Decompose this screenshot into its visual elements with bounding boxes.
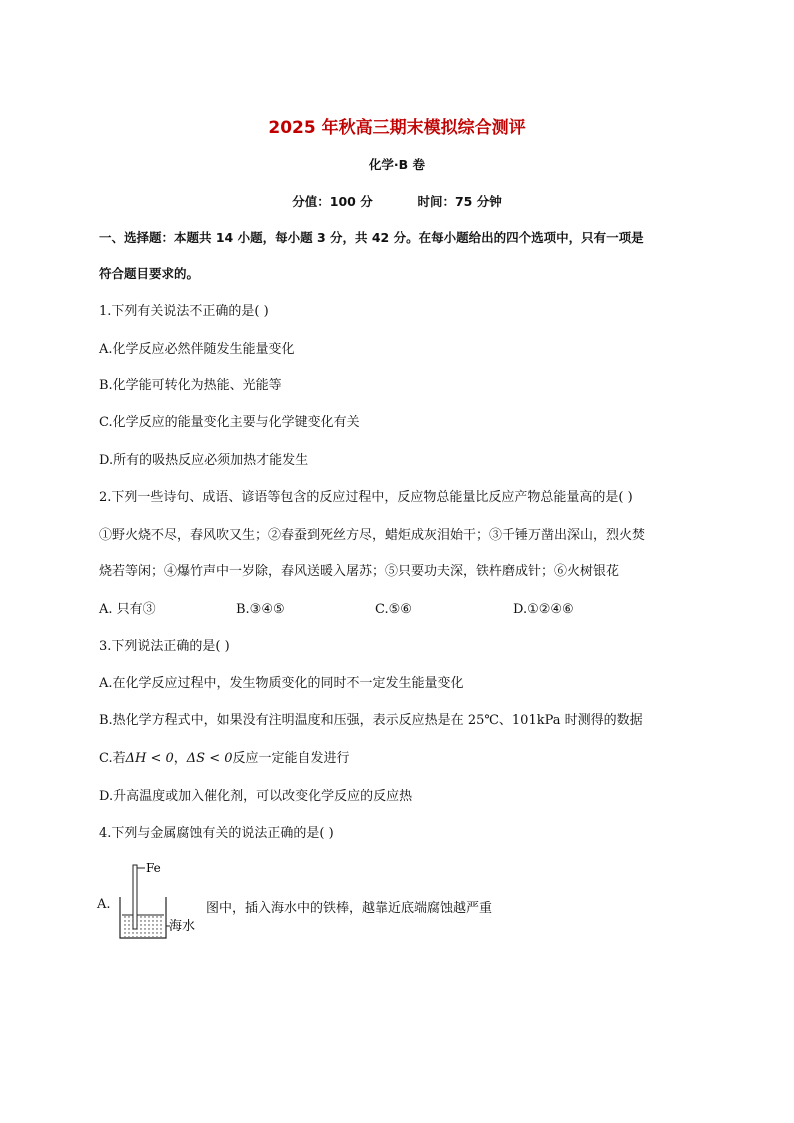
q3-c-suffix: 反应一定能自发进行: [232, 751, 350, 766]
fig-seawater-label: 海水: [169, 919, 196, 934]
q2-option-d: D.①②④⑥: [513, 602, 574, 617]
q4-option-a-text: 图中，插入海水中的铁棒，越靠近底端腐蚀越严重: [206, 901, 493, 916]
q2-option-a: A. 只有③: [99, 602, 156, 617]
q2-stem: 2.下列一些诗句、成语、谚语等包含的反应过程中，反应物总能量比反应产物总能量高的是( ): [99, 490, 633, 505]
q3-option-d: D.升高温度或加入催化剂，可以改变化学反应的反应热: [99, 789, 413, 804]
beaker-figure: [112, 860, 202, 940]
q3-option-a: A.在化学反应过程中，发生物质变化的同时不一定发生能量变化: [99, 676, 464, 691]
time-label: 时间：75 分钟: [417, 194, 502, 209]
q2-body-line1: ①野火烧不尽，春风吹又生；②春蚕到死丝方尽，蜡炬成灰泪始干；③千锤万凿出深山，烈火焚: [99, 528, 646, 543]
q3-c-prefix: C.若: [99, 751, 126, 766]
q3-c-math2: ΔS < 0: [186, 751, 233, 766]
q1-option-a: A.化学反应必然伴随发生能量变化: [99, 342, 295, 357]
q3-stem: 3.下列说法正确的是( ): [99, 639, 230, 654]
score-label: 分值：100 分: [292, 194, 373, 209]
q3-c-sep: ，: [173, 751, 187, 766]
exam-meta: [0, 192, 794, 210]
fig-fe-label: Fe: [146, 861, 161, 875]
q2-option-c: C.⑤⑥: [375, 602, 412, 617]
q1-stem: 1.下列有关说法不正确的是( ): [99, 304, 269, 319]
section-heading-line2: 符合题目要求的。: [99, 266, 200, 281]
section-heading-line1: 一、选择题：本题共 14 小题，每小题 3 分，共 42 分。在每小题给出的四个选项中，只有一项是: [99, 230, 644, 245]
q1-option-c: C.化学反应的能量变化主要与化学键变化有关: [99, 415, 360, 430]
iron-rod: [133, 865, 137, 929]
q4-stem: 4.下列与金属腐蚀有关的说法正确的是( ): [99, 826, 334, 841]
q2-body-line2: 烧若等闲；④爆竹声中一岁除，春风送暖入屠苏；⑤只要功夫深，铁杵磨成针；⑥火树银花: [99, 564, 620, 579]
q4-option-a-label: A.: [97, 897, 111, 912]
exam-subject: 化学·B 卷: [368, 157, 426, 172]
exam-title: 2025 年秋高三期末模拟综合测评: [268, 118, 526, 138]
q3-option-c: [99, 750, 350, 768]
q2-option-b: B.③④⑤: [236, 602, 285, 617]
q3-option-b: B.热化学方程式中，如果没有注明温度和压强，表示反应热是在 25℃、101kPa 时测得的数据: [99, 713, 643, 728]
q1-option-b: B.化学能可转化为热能、光能等: [99, 378, 282, 393]
q3-c-math1: ΔH < 0: [125, 751, 174, 766]
q1-option-d: D.所有的吸热反应必须加热才能发生: [99, 453, 309, 468]
